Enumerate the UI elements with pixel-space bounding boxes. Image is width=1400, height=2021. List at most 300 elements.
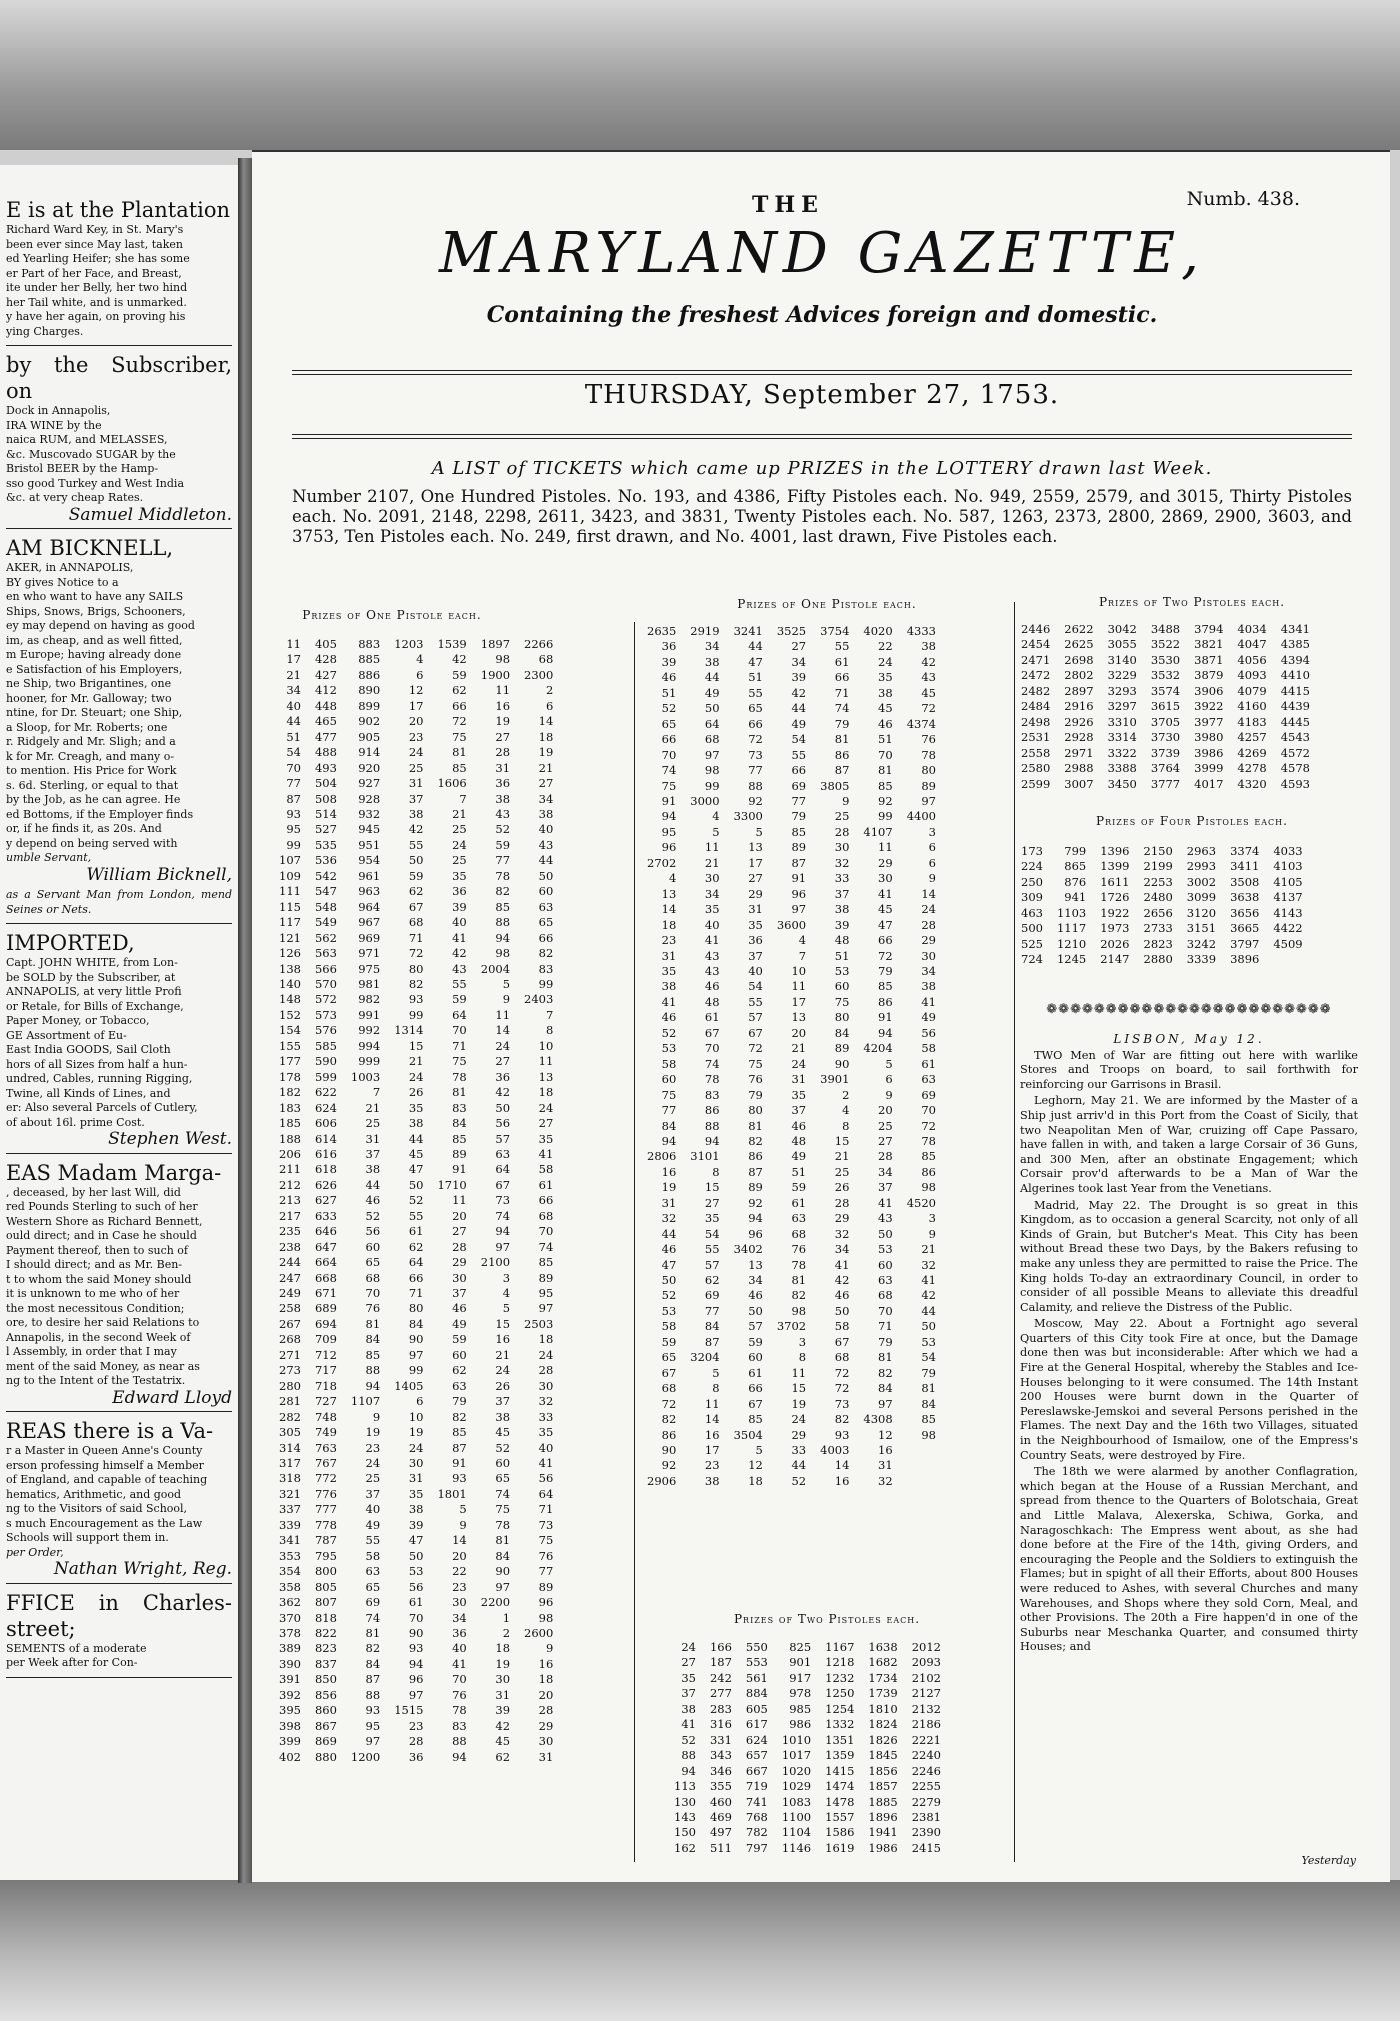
prize-ticket-number: 20	[452, 1208, 467, 1223]
prize-ticket-number: 34	[921, 963, 936, 978]
prize-ticket-number: 24	[452, 837, 467, 852]
prize-ticket-number: 36	[495, 776, 511, 791]
prize-ticket-number: 2625	[1064, 637, 1094, 652]
prize-ticket-number: 2906	[647, 1473, 677, 1488]
prize-ticket-number: 2147	[1100, 952, 1130, 967]
prize-ticket-number: 62	[452, 1363, 467, 1378]
prize-ticket-number: 606	[314, 1116, 337, 1131]
prize-ticket-number: 3508	[1230, 874, 1260, 889]
prize-ticket-number: 81	[878, 1350, 893, 1365]
prize-ticket-number	[1266, 952, 1309, 967]
prize-ticket-number: 4509	[1273, 936, 1303, 951]
prize-ticket-number: 71	[538, 1502, 554, 1517]
advertisement	[6, 352, 232, 525]
prize-ticket-number: 54	[748, 979, 763, 994]
prize-row	[1014, 890, 1310, 905]
prize-ticket-number: 79	[452, 1394, 467, 1409]
prize-ticket-number: 19	[495, 714, 511, 729]
prize-ticket-number: 45	[921, 685, 936, 700]
prize-ticket-number: 370	[279, 1610, 301, 1625]
prize-ticket-number: 1167	[825, 1640, 855, 1654]
prize-ticket-number: 4400	[906, 809, 936, 824]
prize-ticket-number: 647	[314, 1239, 337, 1254]
prize-ticket-number: 19	[661, 1180, 677, 1195]
prize-ticket-number: 70	[365, 1286, 381, 1301]
prize-ticket-number: 27	[878, 1133, 893, 1148]
advertisement-line: m Europe; having already done	[6, 648, 182, 661]
prize-row	[640, 732, 943, 747]
prize-ticket-number: 3000	[690, 793, 720, 808]
prize-ticket-number: 1539	[437, 637, 467, 651]
prize-ticket-number: 38	[408, 806, 424, 821]
advertisement-line: ment of the said Money, as near as	[6, 1359, 200, 1373]
prize-ticket-number: 7	[372, 1085, 381, 1100]
prize-ticket-number: 32	[834, 1226, 850, 1241]
prize-ticket-number: 83	[452, 1100, 467, 1115]
prize-row	[640, 1010, 943, 1025]
prize-ticket-number: 81	[834, 732, 850, 747]
prize-ticket-number: 963	[358, 884, 381, 899]
prize-ticket-number: 9	[928, 1226, 936, 1241]
prize-ticket-number: 94	[878, 1025, 893, 1040]
prize-ticket-number: 550	[745, 1640, 768, 1654]
prize-ticket-number: 309	[1021, 890, 1043, 905]
prize-ticket-number: 16	[495, 1332, 511, 1347]
prize-ticket-number: 2926	[1064, 714, 1094, 729]
prize-ticket-number: 4439	[1280, 699, 1310, 714]
prize-ticket-number: 25	[834, 809, 850, 824]
prize-ticket-number: 994	[358, 1038, 381, 1053]
prize-ticket-number: 3656	[1230, 905, 1260, 920]
prize-ticket-number: 95	[538, 1286, 554, 1301]
prize-ticket-number: 2600	[524, 1626, 554, 1640]
prize-ticket-number: 98	[704, 763, 720, 778]
prize-ticket-number: 61	[834, 654, 850, 669]
prize-ticket-number: 117	[279, 915, 301, 930]
prize-ticket-number: 89	[538, 1270, 554, 1285]
prize-row	[640, 1103, 943, 1118]
prize-ticket-number: 21	[791, 1041, 807, 1056]
prize-ticket-number: 183	[279, 1100, 301, 1115]
prize-ticket-number: 398	[279, 1718, 301, 1733]
prize-ticket-number: 93	[452, 1471, 467, 1486]
advertisement-divider	[6, 1411, 232, 1412]
prize-ticket-number: 3777	[1150, 776, 1181, 791]
prize-ticket-number: 4105	[1273, 874, 1303, 889]
prize-ticket-number: 477	[314, 729, 337, 744]
prize-ticket-number: 2150	[1143, 844, 1173, 858]
prize-row	[667, 1764, 948, 1779]
prize-ticket-number: 1739	[868, 1686, 898, 1701]
prize-ticket-number: 13	[538, 1069, 554, 1084]
prize-ticket-number: 9	[502, 992, 511, 1007]
prize-ticket-number: 27	[704, 1195, 720, 1210]
prize-row	[272, 822, 560, 837]
prize-ticket-number: 1003	[350, 1069, 381, 1084]
prize-row	[1014, 653, 1317, 668]
prize-ticket-number: 56	[408, 1579, 424, 1594]
main-page	[252, 150, 1390, 1882]
prize-ticket-number: 16	[495, 698, 511, 713]
advertisement-line: FFICE in Charles-street;	[6, 1590, 232, 1641]
prize-row	[640, 1458, 943, 1473]
prize-ticket-number: 72	[452, 714, 467, 729]
prize-ticket-number: 920	[358, 760, 381, 775]
prize-ticket-number: 941	[1064, 890, 1087, 905]
prize-ticket-number: 150	[674, 1825, 696, 1840]
prize-ticket-number: 71	[452, 1038, 467, 1053]
prize-ticket-number: 797	[745, 1840, 768, 1855]
prize-ticket-number: 35	[538, 1131, 554, 1146]
prize-ticket-number: 35	[704, 902, 720, 917]
prize-ticket-number: 61	[408, 1224, 424, 1239]
prize-ticket-number: 35	[408, 1100, 424, 1115]
prize-ticket-number: 3638	[1230, 890, 1260, 905]
prize-ticket-number: 11	[286, 637, 301, 651]
prize-ticket-number: 84	[878, 1381, 893, 1396]
advertisement-line: ng to the Visitors of said School,	[6, 1502, 188, 1515]
prize-row	[640, 1119, 943, 1134]
prize-ticket-number: 85	[921, 1149, 936, 1164]
prize-ticket-number: 31	[748, 902, 763, 917]
prize-ticket-number: 1351	[825, 1732, 855, 1747]
prize-ticket-number: 80	[408, 961, 424, 976]
prize-ticket-number: 514	[314, 806, 337, 821]
prize-ticket-number: 59	[452, 992, 467, 1007]
prize-table-one-pistole-b	[640, 624, 943, 1489]
prize-row	[640, 1196, 943, 1211]
prize-row	[272, 1116, 560, 1131]
prize-ticket-number: 1415	[825, 1763, 855, 1778]
prize-ticket-number: 932	[358, 806, 381, 821]
prize-row	[640, 748, 943, 763]
prize-row	[667, 1717, 948, 1732]
advertisement-line: it is unknown to me who of her	[6, 1287, 180, 1300]
prize-ticket-number: 76	[452, 1687, 467, 1702]
prize-row	[272, 1595, 560, 1610]
prize-row	[1014, 637, 1317, 652]
prize-ticket-number: 41	[452, 930, 467, 945]
prize-ticket-number: 967	[358, 915, 381, 930]
prize-ticket-number: 2200	[480, 1595, 511, 1610]
prize-ticket-number: 1973	[1100, 921, 1130, 936]
prize-ticket-number: 25	[452, 822, 467, 837]
prize-ticket-number: 94	[661, 809, 677, 824]
prize-ticket-number: 90	[495, 1564, 511, 1579]
prize-ticket-number: 55	[452, 976, 467, 991]
prize-ticket-number: 9	[885, 1087, 893, 1102]
prize-ticket-number: 63	[791, 1211, 807, 1226]
prize-row	[640, 1258, 943, 1273]
prize-ticket-number: 5	[459, 1502, 467, 1517]
prize-ticket-number: 52	[791, 1473, 807, 1488]
prize-ticket-number	[900, 1458, 943, 1473]
prize-ticket-number: 48	[704, 994, 720, 1009]
prize-ticket-number: 166	[709, 1640, 732, 1654]
prize-ticket-number: 49	[452, 1316, 467, 1331]
prize-ticket-number: 46	[661, 670, 677, 685]
prize-ticket-number: 111	[279, 884, 301, 899]
prize-ticket-number: 74	[661, 763, 677, 778]
prize-ticket-number: 2928	[1064, 730, 1094, 745]
prize-ticket-number: 44	[791, 1458, 807, 1473]
prize-row	[640, 1180, 943, 1195]
prize-ticket-number: 3977	[1194, 714, 1224, 729]
prize-ticket-number: 694	[314, 1316, 337, 1331]
prize-ticket-number: 86	[834, 747, 850, 762]
prize-ticket-number: 81	[452, 1085, 467, 1100]
prize-ticket-number: 96	[538, 1595, 554, 1610]
prize-ticket-number: 77	[661, 1103, 677, 1118]
prize-ticket-number: 94	[704, 1133, 720, 1148]
prize-ticket-number: 107	[279, 853, 301, 868]
prize-ticket-number: 40	[452, 1641, 467, 1656]
news-paragraph: The 18th we were alarmed by another Conflagration, which began at the House of a Russian Merchant, and spread from thence to the Quarters of Bolotschaia, Great and Little Malava, Alexerska, Schiwa, Gorka, and Naragoschkach: The Empress went about, as she had done before at the Fire of the 14th, giving Orders, and encouraging the People and the Soldiers to extinguish the Flames; but in spight of all their Efforts, about 800 Houses were reduced to Ashes, with several Churches and many Warehouses, and Shops where they sold Corn, Meal, and other Provisions. The 20th a Fire happen'd in one of the Suburbs near Meschanka Quarter, and consumed thirty Houses; and	[1020, 1465, 1358, 1654]
prize-ticket-number: 13	[748, 1257, 763, 1272]
prize-ticket-number: 148	[279, 992, 301, 1007]
prize-ticket-number: 24	[365, 1456, 381, 1471]
prize-ticket-number: 37	[791, 1103, 807, 1118]
prize-row	[272, 1719, 560, 1734]
prize-ticket-number: 50	[408, 1177, 424, 1192]
prize-ticket-number: 45	[495, 1425, 511, 1440]
prize-ticket-number: 62	[408, 1239, 424, 1254]
advertisement	[6, 535, 232, 917]
prize-ticket-number: 622	[314, 1085, 337, 1100]
prize-ticket-number: 19	[538, 745, 554, 760]
prize-ticket-number: 3297	[1107, 699, 1137, 714]
prize-ticket-number: 78	[921, 747, 936, 762]
prize-ticket-number: 67	[495, 1177, 511, 1192]
issue-number: Numb. 438.	[1186, 188, 1300, 210]
prize-ticket-number: 11	[878, 840, 893, 855]
prize-ticket-number: 1210	[1056, 936, 1087, 951]
prize-ticket-number: 64	[452, 1007, 467, 1022]
prize-row	[272, 1734, 560, 1749]
prize-ticket-number: 1986	[868, 1840, 898, 1855]
prize-ticket-number: 60	[452, 1347, 467, 1362]
prize-ticket-number: 18	[538, 1672, 554, 1687]
prize-ticket-number: 68	[365, 1270, 381, 1285]
prize-ticket-number: 94	[408, 1656, 424, 1671]
prize-ticket-number: 66	[538, 930, 554, 945]
masthead-pre-title: THE	[752, 192, 824, 218]
prize-ticket-number: 45	[878, 902, 893, 917]
prize-ticket-number: 2482	[1021, 683, 1051, 698]
prize-row	[640, 1350, 943, 1365]
prize-ticket-number: 3739	[1150, 745, 1181, 760]
prize-ticket-number: 93	[408, 992, 424, 1007]
prize-ticket-number: 72	[921, 701, 936, 716]
prize-ticket-number: 4137	[1273, 890, 1303, 905]
prize-ticket-number: 31	[878, 1458, 893, 1473]
prize-ticket-number: 72	[921, 1118, 936, 1133]
prize-ticket-number: 15	[834, 1133, 850, 1148]
prize-ticket-number: 55	[748, 685, 763, 700]
prize-ticket-number: 772	[314, 1471, 337, 1486]
prize-ticket-number: 11	[704, 840, 720, 855]
prize-ticket-number: 9	[545, 1641, 554, 1656]
prize-ticket-number: 17	[791, 994, 807, 1009]
prize-ticket-number	[900, 1474, 943, 1489]
prize-ticket-number: 26	[834, 1180, 850, 1195]
prize-ticket-number: 39	[834, 917, 850, 932]
prize-ticket-number: 75	[538, 1533, 554, 1548]
prize-ticket-number: 971	[358, 946, 381, 961]
prize-ticket-number: 562	[314, 930, 337, 945]
prize-ticket-number: 991	[358, 1007, 381, 1022]
prize-ticket-number: 975	[358, 961, 381, 976]
prize-ticket-number: 97	[495, 1239, 511, 1254]
prize-ticket-number: 3504	[733, 1427, 763, 1442]
prize-row	[272, 1301, 560, 1316]
prize-ticket-number: 500	[1021, 921, 1043, 936]
prize-ticket-number: 38	[681, 1701, 696, 1716]
prize-ticket-number: 4520	[906, 1195, 936, 1210]
prize-ticket-number: 38	[538, 806, 554, 821]
prize-row	[640, 918, 943, 933]
prize-row	[1014, 859, 1310, 874]
prize-ticket-number: 4341	[1280, 622, 1310, 636]
prize-ticket-number: 109	[279, 868, 301, 883]
prize-ticket-number: 42	[921, 654, 936, 669]
prize-ticket-number: 2498	[1021, 714, 1051, 729]
advertisement	[6, 1160, 232, 1406]
prize-row	[640, 1026, 943, 1041]
prize-ticket-number: 61	[704, 1010, 720, 1025]
prize-ticket-number: 70	[921, 1103, 936, 1118]
prize-ticket-number: 362	[279, 1595, 301, 1610]
prize-row	[272, 1101, 560, 1116]
prize-row	[272, 1471, 560, 1486]
prize-ticket-number: 24	[408, 745, 424, 760]
prize-ticket-number: 49	[365, 1517, 381, 1532]
prize-ticket-number: 3300	[733, 809, 763, 824]
prize-row	[272, 807, 560, 822]
prize-ticket-number: 37	[408, 791, 424, 806]
prize-ticket-number: 72	[834, 1365, 850, 1380]
prize-ticket-number: 11	[704, 1396, 720, 1411]
prize-ticket-number: 590	[314, 1054, 337, 1069]
prize-ticket-number: 37	[365, 1146, 381, 1161]
masthead-title: MARYLAND GAZETTE,	[439, 221, 1205, 286]
prize-ticket-number: 777	[314, 1502, 337, 1517]
prize-ticket-number: 16	[834, 1473, 850, 1488]
prize-row	[667, 1810, 948, 1825]
prize-ticket-number: 497	[709, 1825, 732, 1840]
prize-ticket-number: 3488	[1150, 622, 1181, 636]
news-paragraph: Leghorn, May 21. We are informed by the Master of a Ship just arriv'd in this Port from the Coast of Sicily, that two Neapolitan Men of War, cruizing off Cape Passaro, have fallen in with, and taken a large Corsair of 36 Guns, and 300 Men, after an obstinate Engagement; which Corsair prov'd afterwards to be a Man of War the Algerines took last Year from the Venetians.	[1020, 1094, 1358, 1195]
advertisement-line: y have her again, on proving his	[6, 310, 186, 323]
prize-ticket-number: 82	[878, 1365, 893, 1380]
prize-ticket-number: 72	[661, 1396, 677, 1411]
prize-ticket-number: 53	[878, 1242, 893, 1257]
prize-ticket-number: 20	[408, 714, 424, 729]
prize-ticket-number: 49	[791, 716, 807, 731]
prize-ticket-number: 46	[878, 716, 893, 731]
prize-ticket-number: 1	[502, 1610, 511, 1625]
prize-row	[272, 1703, 560, 1718]
advertisement-line: been ever since May last, taken	[6, 237, 183, 251]
prize-ticket-number: 689	[314, 1301, 337, 1316]
advertisement-line: &c. Muscovado SUGAR by the	[6, 447, 176, 461]
prize-ticket-number: 17	[704, 1443, 720, 1458]
prize-ticket-number: 73	[748, 747, 763, 762]
prize-ticket-number: 97	[538, 1301, 554, 1316]
prize-ticket-number: 2823	[1143, 936, 1173, 951]
prize-ticket-number: 41	[704, 933, 720, 948]
prize-ticket-number: 30	[452, 1270, 467, 1285]
prize-ticket-number: 30	[921, 948, 936, 963]
prize-row	[272, 1039, 560, 1054]
prize-ticket-number: 88	[365, 1687, 381, 1702]
prize-ticket-number: 43	[878, 1211, 893, 1226]
prize-ticket-number: 23	[661, 933, 677, 948]
advertisement-signature: Stephen West.	[108, 1129, 232, 1149]
prize-ticket-number: 81	[495, 1533, 511, 1548]
prize-ticket-number: 22	[878, 639, 893, 654]
prize-ticket-number: 2806	[647, 1149, 677, 1164]
prize-ticket-number: 825	[789, 1640, 812, 1654]
prize-ticket-number: 44	[791, 701, 807, 716]
prize-ticket-number: 217	[279, 1208, 301, 1223]
prize-ticket-number: 8	[712, 1164, 720, 1179]
prize-ticket-number: 1117	[1056, 921, 1087, 936]
prize-ticket-number: 17	[408, 698, 424, 713]
prize-row	[640, 856, 943, 871]
rule-upper-2	[292, 374, 1352, 375]
prize-ticket-number: 94	[365, 1378, 381, 1393]
prize-row	[640, 949, 943, 964]
prize-ticket-number: 1824	[868, 1717, 898, 1732]
prize-ticket-number: 3055	[1107, 637, 1137, 652]
prize-ticket-number: 22	[452, 1564, 467, 1579]
prize-ticket-number: 535	[314, 837, 337, 852]
prize-row	[272, 946, 560, 961]
prize-ticket-number: 2300	[524, 667, 554, 682]
prize-ticket-number: 187	[709, 1655, 732, 1670]
prize-ticket-number: 140	[279, 976, 301, 991]
advertisement-line: of about 16l. prime Cost.	[6, 1115, 145, 1129]
prize-ticket-number: 3	[502, 1270, 511, 1285]
prize-ticket-number: 561	[745, 1670, 768, 1685]
prize-ticket-number: 41	[681, 1717, 696, 1732]
prize-ticket-number: 358	[279, 1579, 301, 1594]
prize-ticket-number: 84	[365, 1332, 381, 1347]
prize-ticket-number: 19	[408, 1425, 424, 1440]
prize-ticket-number: 4593	[1280, 776, 1310, 791]
prize-ticket-number: 81	[365, 1626, 381, 1640]
prize-ticket-number: 90	[661, 1443, 677, 1458]
prize-row	[272, 1348, 560, 1363]
advertisement-line: ng to the Intent of the Testatrix.	[6, 1374, 186, 1387]
prize-ticket-number: 130	[674, 1794, 696, 1809]
prize-row	[1014, 952, 1310, 967]
prize-ticket-number: 36	[661, 639, 677, 654]
prize-ticket-number: 37	[748, 948, 763, 963]
prize-row	[640, 809, 943, 824]
prize-ticket-number: 75	[495, 1502, 511, 1517]
prize-ticket-number: 173	[1021, 844, 1043, 858]
prize-ticket-number: 1104	[781, 1825, 812, 1840]
prize-row	[640, 701, 943, 716]
prize-ticket-number: 576	[314, 1023, 337, 1038]
prize-ticket-number: 99	[408, 1007, 424, 1022]
news-paragraph: Madrid, May 22. The Drought is so great in this Kingdom, as to occasion a general Scarcity, not only of all Kinds of Grain, but Butcher's Meat. This City has been without Bread these two Days, by the Bakers refusing to make any unless they are permitted to raise the Price. The King holds To-day an extraordinary Council, in order to consider of all possible Means to alleviate this dreadful Calamity, and relieve the Distress of the Public.	[1020, 1198, 1358, 1314]
prize-ticket-number: 94	[495, 930, 511, 945]
prize-ticket-number: 282	[279, 1409, 301, 1424]
advertisement-line: GE Assortment of Eu-	[6, 1028, 127, 1042]
